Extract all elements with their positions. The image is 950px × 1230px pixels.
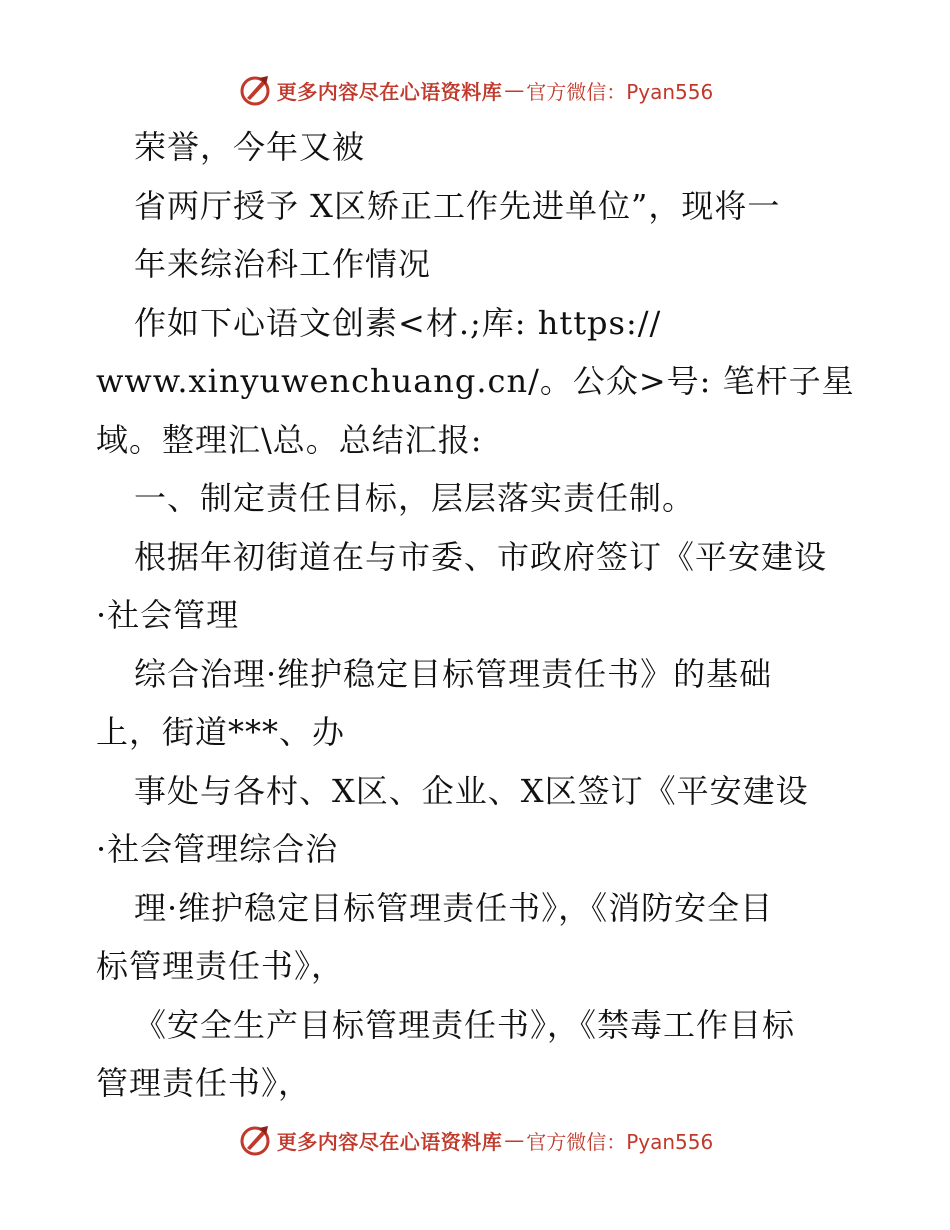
paragraph-line: 管理责任书》， — [96, 1064, 312, 1102]
paragraph-line: ·社会管理综合治 — [96, 830, 339, 868]
paragraph-line: 标管理责任书》， — [96, 947, 345, 985]
footer-banner — [0, 1120, 950, 1160]
paragraph-line: 省两厅授予 X区矫正工作先进单位”，现将一 — [134, 186, 781, 225]
banner-separator: — — [504, 78, 525, 102]
paragraph-line: 《安全生产目标管理责任书》，《禁毒工作目标 — [134, 1005, 796, 1044]
paragraph-line: www.xinyuwenchuang.cn/。公众>号: 笔杆子星 — [96, 362, 855, 400]
paragraph-line: 事处与各村、X区、企业、X区签订《平安建设 — [134, 771, 809, 810]
banner-main-text: 更多内容尽在心语资料库 — [276, 79, 503, 104]
paragraph-line: 理·维护稳定目标管理责任书》，《消防安全目 — [134, 888, 774, 927]
paragraph-line: 作如下心语文创素<材.;库: https:// — [134, 303, 662, 342]
paragraph-line: 上，街道***、办 — [96, 713, 346, 751]
paragraph-line: 域。整理汇\总。总结汇报: — [96, 420, 483, 459]
paragraph-line: 综合治理·维护稳定目标管理责任书》的基础 — [134, 654, 773, 693]
paragraph-line: 根据年初街道在与市委、市政府签订《平安建设 — [134, 537, 828, 576]
banner-wechat-text: 官方微信：Pyan556 — [526, 79, 714, 104]
paragraph-line: 荣誉，今年又被 — [134, 128, 366, 166]
paragraph-line: 年来综治科工作情况 — [134, 245, 432, 283]
banner-separator: — — [504, 1128, 525, 1152]
banner-wechat-text: 官方微信：Pyan556 — [526, 1129, 714, 1154]
quill-pen-logo-icon — [237, 72, 273, 108]
document-body — [96, 118, 856, 1113]
paragraph-line: ·社会管理 — [96, 596, 240, 634]
quill-pen-logo-icon — [237, 1122, 273, 1158]
banner-main-text: 更多内容尽在心语资料库 — [276, 1129, 503, 1154]
header-banner — [0, 70, 950, 110]
paragraph-line: 一、制定责任目标，层层落实责任制。 — [134, 479, 696, 517]
